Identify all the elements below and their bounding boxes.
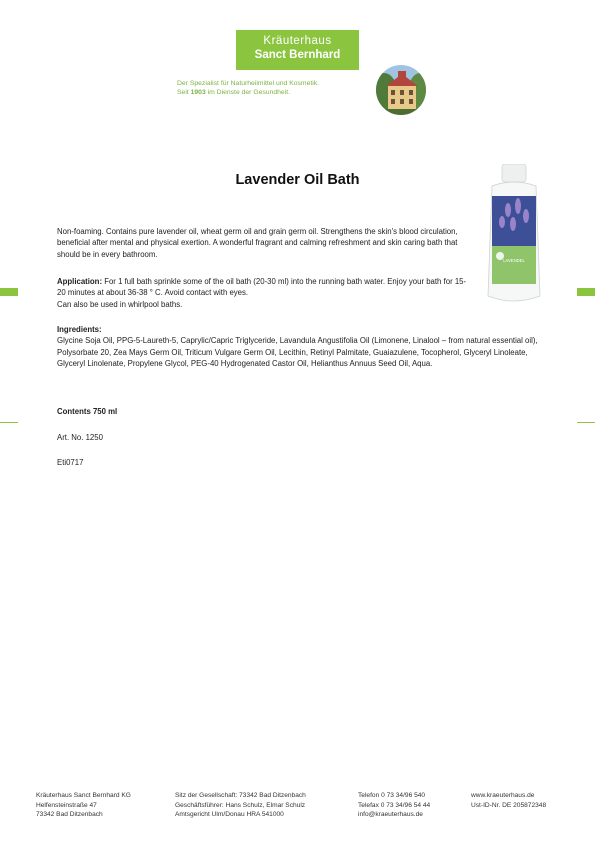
article-number: Art. No. 1250 — [57, 433, 103, 442]
footer-web — [471, 791, 546, 810]
footer-line: Kräuterhaus Sanct Bernhard KG — [36, 792, 131, 799]
footer-phone: Telefon 0 73 34/96 540 — [358, 792, 426, 799]
product-title: Lavender Oil Bath — [235, 172, 360, 188]
logo-line-1: Kräuterhaus — [263, 35, 332, 47]
application-section — [57, 276, 467, 310]
product-description: Non-foaming. Contains pure lavender oil, wheat germ oil and grain germ oil. Strengthens the skin's blood circulation, beneficial after mental and physical exertion. A wonderful fragrant and calming refreshment and skin caring bath that should be in every bathroom. — [57, 227, 458, 259]
house-photo — [376, 65, 426, 115]
right-tick-mark — [577, 422, 595, 423]
footer-website-link[interactable]: www.kraeuterhaus.de — [471, 792, 535, 799]
footer-legal-info — [175, 791, 306, 820]
footer-company-address — [36, 791, 131, 820]
footer-email-link[interactable]: info@kraeuterhaus.de — [358, 811, 423, 819]
footer-line: Geschäftsführer: Hans Schulz, Elmar Schulz — [175, 801, 306, 809]
ingredients-text: Glycine Soja Oil, PPG-5-Laureth-5, Caprylic/Capric Triglyceride, Lavandula Angustifolia Oil (Limonene, Linalool – from natural essential oil), Polysorbate 20, Zea Mays Germ Oil, Triticum Vulgare Germ Oil, Lecithin, Retinyl Palmitate, Guaiazulene, Tocopherol, Glyceryl Linoleate, Glyceryl Linolenate, Propylene Glycol, PEG-40 Hydrogenated Castor Oil, Helianthus Annuus Seed Oil, Aqua. — [57, 336, 538, 368]
footer-fax: Telefax 0 73 34/96 54 44 — [358, 801, 431, 809]
contents-volume: Contents 750 ml — [57, 407, 118, 416]
bottle-label: LAVENDEL — [503, 258, 525, 263]
application-text: For 1 full bath sprinkle some of the oil bath (20-30 ml) into the running bath water. Enjoy your bath for 15-20 minutes at about 36-38 ° C. Avoid contact with eyes. — [57, 277, 467, 298]
product-bottle-image — [482, 164, 546, 308]
label-code: Eti0717 — [57, 458, 84, 467]
footer-line: Helfensteinstraße 47 — [36, 801, 97, 809]
left-fold-mark — [0, 288, 18, 296]
tagline-line-1: Der Spezialist für Naturheilmittel und Kosmetik. — [177, 80, 320, 87]
footer-line: Amtsgericht Ulm/Donau HRA 541000 — [175, 811, 284, 819]
tagline — [177, 79, 377, 97]
left-tick-mark — [0, 422, 18, 423]
brand-logo — [236, 30, 359, 70]
ingredients-section — [57, 324, 547, 369]
ingredients-label: Ingredients: — [57, 325, 102, 334]
application-label: Application: — [57, 277, 103, 286]
footer-line: Sitz der Gesellschaft: 73342 Bad Ditzenbach — [175, 792, 306, 799]
footer-contact — [358, 791, 430, 820]
right-fold-mark — [577, 288, 595, 296]
application-note: Can also be used in whirlpool baths. — [57, 299, 183, 309]
tagline-line-2: Seit 1903 im Dienste der Gesundheit. — [177, 89, 290, 96]
footer-vat-id: Ust-ID-Nr. DE 205872348 — [471, 801, 547, 809]
tagline-year: 1903 — [190, 89, 206, 96]
footer-line: 73342 Bad Ditzenbach — [36, 811, 103, 819]
logo-line-2: Sanct Bernhard — [254, 49, 341, 61]
